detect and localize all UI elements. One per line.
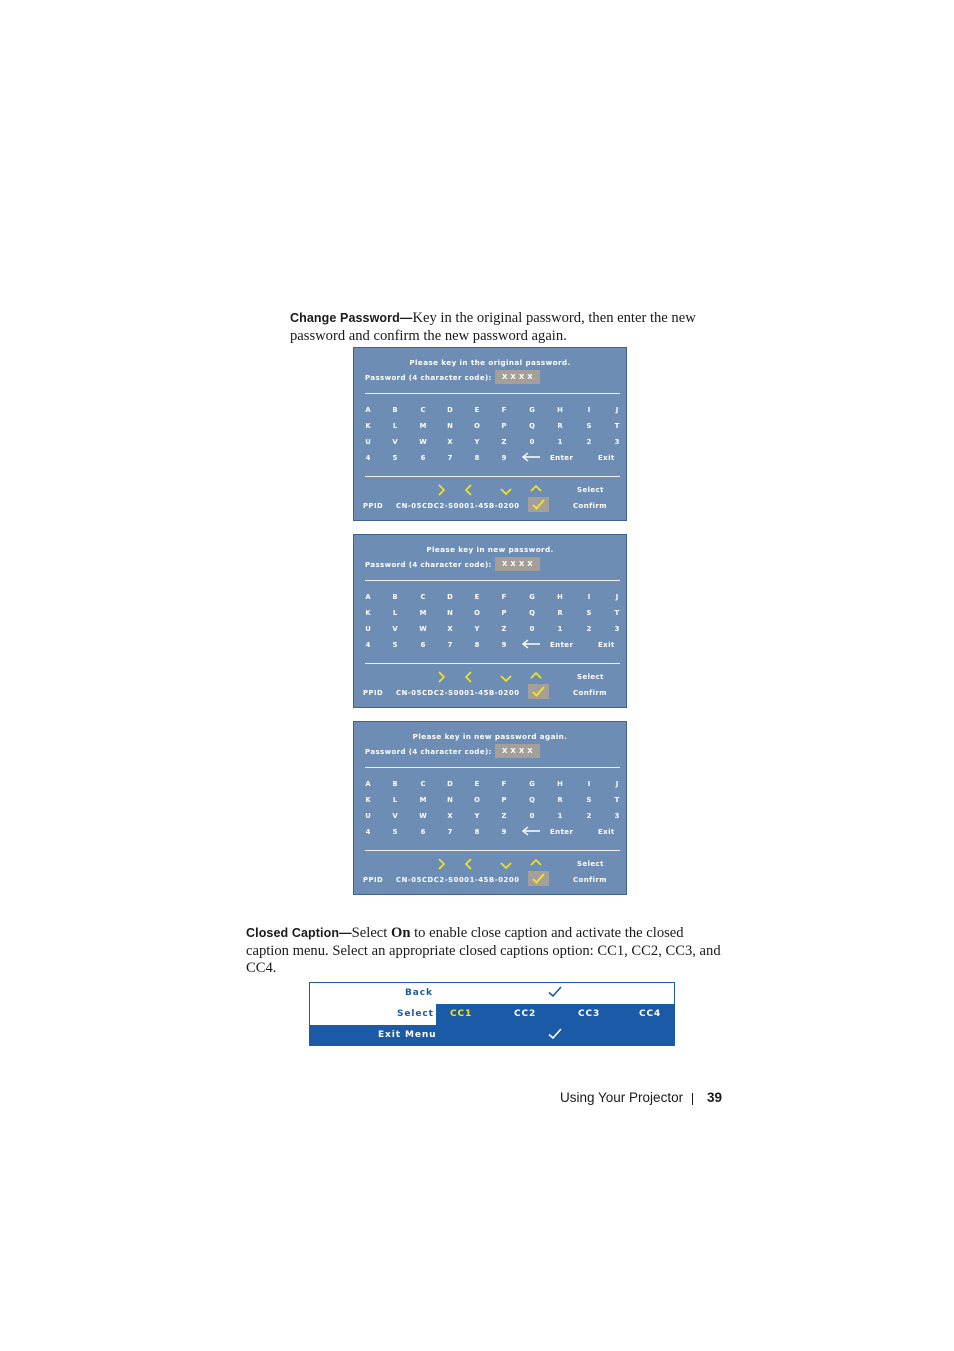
keypad-key[interactable]: P (501, 609, 507, 617)
confirm-label: Confirm (573, 689, 607, 697)
cc-option-cc2[interactable]: CC2 (514, 1009, 537, 1019)
keypad-key[interactable]: 8 (474, 641, 480, 649)
keypad-key[interactable]: F (501, 593, 507, 601)
enter-arrow-icon (521, 826, 541, 838)
keypad-key[interactable]: I (587, 780, 591, 788)
keypad-key[interactable]: W (419, 812, 427, 820)
arrow-up-icon (530, 483, 542, 495)
closed-caption-text-a: Select (351, 925, 391, 941)
keypad-key[interactable]: Z (501, 438, 507, 446)
closed-caption-heading: Closed Caption— (246, 926, 352, 940)
closed-caption-text-line3: CC4. (246, 960, 277, 976)
keypad-key[interactable]: G (529, 593, 535, 601)
keypad-key[interactable]: Q (529, 796, 535, 804)
keypad-key[interactable]: R (557, 796, 563, 804)
closed-caption-on-keyword: On (390, 925, 411, 941)
keypad-key[interactable]: 2 (586, 625, 592, 633)
closed-caption-text-line2: caption menu. Select an appropriate closed captions option: CC1, CC2, CC3, and (246, 942, 721, 959)
keypad-key[interactable]: R (557, 609, 563, 617)
arrow-up-icon (530, 857, 542, 869)
keypad-key[interactable]: 5 (392, 454, 398, 462)
arrow-left-icon (463, 671, 475, 683)
keypad-key[interactable]: 2 (586, 812, 592, 820)
confirm-label: Confirm (573, 502, 607, 510)
keypad-key[interactable]: U (365, 438, 371, 446)
check-icon[interactable] (532, 499, 545, 512)
keypad-key[interactable]: 7 (447, 828, 453, 836)
ppid-value: CN-05CDC2-S0001-45B-0200 (396, 876, 520, 884)
exit-key[interactable]: Exit (598, 641, 615, 649)
keypad-key[interactable]: C (420, 593, 426, 601)
keypad-key[interactable]: M (419, 422, 427, 430)
keypad-key[interactable]: L (392, 422, 398, 430)
keypad-key[interactable]: 9 (501, 641, 507, 649)
keypad-key[interactable]: 9 (501, 454, 507, 462)
keypad-key[interactable]: T (614, 422, 620, 430)
keypad-key[interactable]: J (615, 780, 619, 788)
keypad-key[interactable]: S (586, 609, 592, 617)
enter-key[interactable]: Enter (550, 828, 574, 836)
keypad-key[interactable]: 6 (420, 828, 426, 836)
keypad-key[interactable]: A (365, 780, 371, 788)
check-icon[interactable] (548, 986, 562, 1001)
check-icon[interactable] (532, 686, 545, 699)
confirm-button[interactable] (528, 871, 549, 886)
keypad-key[interactable]: V (392, 812, 398, 820)
arrow-right-icon (435, 671, 447, 683)
divider (365, 663, 620, 664)
cc-back-row[interactable] (310, 983, 674, 1004)
keypad-key[interactable]: G (529, 406, 535, 414)
keypad-key[interactable]: H (557, 406, 563, 414)
keypad-key[interactable]: 8 (474, 828, 480, 836)
keypad-key[interactable]: 6 (420, 641, 426, 649)
keypad-key[interactable]: 3 (614, 438, 620, 446)
ppid-value: CN-05CDC2-S0001-45B-0200 (396, 502, 520, 510)
keypad-key[interactable]: C (420, 780, 426, 788)
keypad-key[interactable]: 6 (420, 454, 426, 462)
keypad-key[interactable]: C (420, 406, 426, 414)
footer-section-title: Using Your Projector (560, 1090, 684, 1105)
divider (365, 393, 620, 394)
enter-key[interactable]: Enter (550, 641, 574, 649)
keypad-key[interactable]: S (586, 422, 592, 430)
keypad-key[interactable]: 9 (501, 828, 507, 836)
keypad-key[interactable]: 1 (557, 812, 563, 820)
keypad-key[interactable]: Q (529, 422, 535, 430)
keypad-key[interactable]: 0 (529, 625, 535, 633)
keypad-key[interactable]: N (447, 796, 453, 804)
keypad-key[interactable]: 1 (557, 438, 563, 446)
keypad-key[interactable]: 5 (392, 828, 398, 836)
keypad-key[interactable]: Z (501, 625, 507, 633)
page-number: 39 (707, 1090, 723, 1105)
keypad-key[interactable]: 5 (392, 641, 398, 649)
arrow-left-icon (463, 484, 475, 496)
cc-option-cc4[interactable]: CC4 (639, 1009, 662, 1019)
keypad-key[interactable]: 4 (365, 828, 371, 836)
keypad-key[interactable]: 0 (529, 438, 535, 446)
keypad-key[interactable]: 8 (474, 454, 480, 462)
keypad-key[interactable]: B (392, 593, 398, 601)
select-label: Select (577, 860, 604, 868)
keypad-key[interactable]: T (614, 796, 620, 804)
keypad-key[interactable]: V (392, 625, 398, 633)
change-password-heading: Change Password— (290, 311, 413, 325)
keypad-key[interactable]: A (365, 406, 371, 414)
keypad-key[interactable]: F (501, 780, 507, 788)
keypad-key[interactable]: I (587, 406, 591, 414)
password-field[interactable]: X X X X (495, 370, 540, 384)
arrow-up-icon (530, 670, 542, 682)
keypad-key[interactable]: S (586, 796, 592, 804)
divider (365, 767, 620, 768)
osd-heading: Please key in new password. (426, 545, 554, 554)
keypad-key[interactable]: X (447, 812, 453, 820)
keypad-key[interactable]: D (447, 406, 453, 414)
footer-divider (692, 1093, 693, 1105)
keypad-key[interactable]: X (447, 625, 453, 633)
password-field[interactable]: X X X X (495, 744, 540, 758)
keypad-key[interactable]: 3 (614, 812, 620, 820)
keypad-key[interactable]: N (447, 609, 453, 617)
keypad-key[interactable]: Z (501, 812, 507, 820)
keypad-key[interactable]: B (392, 780, 398, 788)
keypad-key[interactable]: 7 (447, 454, 453, 462)
keypad-key[interactable]: 1 (557, 625, 563, 633)
arrow-down-icon (500, 859, 512, 871)
exit-key[interactable]: Exit (598, 454, 615, 462)
keypad-key[interactable]: W (419, 438, 427, 446)
keypad-key[interactable]: V (392, 438, 398, 446)
keypad-key[interactable]: M (419, 609, 427, 617)
ppid-label: PPID (363, 502, 384, 510)
keypad-key[interactable]: Y (474, 625, 480, 633)
password-field-label: Password (4 character code): (365, 748, 492, 756)
select-label: Select (577, 486, 604, 494)
keypad-key[interactable]: 4 (365, 454, 371, 462)
arrow-left-icon (463, 858, 475, 870)
keypad-key[interactable]: A (365, 593, 371, 601)
keypad-key[interactable]: J (615, 406, 619, 414)
change-password-text-line1: Key in the original password, then enter the new (412, 310, 696, 326)
keypad-key[interactable]: E (474, 780, 480, 788)
divider (365, 476, 620, 477)
keypad-key[interactable]: L (392, 609, 398, 617)
keypad-key[interactable]: N (447, 422, 453, 430)
confirm-button[interactable] (528, 684, 549, 699)
password-osd-panel (353, 347, 627, 521)
keypad-key[interactable]: E (474, 406, 480, 414)
osd-heading: Please key in new password again. (412, 732, 568, 741)
divider (365, 850, 620, 851)
keypad-key[interactable]: 7 (447, 641, 453, 649)
keypad-key[interactable]: R (557, 422, 563, 430)
change-password-text-line2: password and confirm the new password again. (290, 327, 567, 344)
keypad-key[interactable]: U (365, 625, 371, 633)
ppid-value: CN-05CDC2-S0001-45B-0200 (396, 689, 520, 697)
check-icon[interactable] (548, 1028, 562, 1043)
keypad-key[interactable]: D (447, 780, 453, 788)
arrow-down-icon (500, 485, 512, 497)
keypad-key[interactable]: B (392, 406, 398, 414)
keypad-key[interactable]: U (365, 812, 371, 820)
enter-arrow-icon (521, 639, 541, 651)
osd-heading: Please key in the original password. (409, 358, 571, 367)
keypad-key[interactable]: Y (474, 812, 480, 820)
keypad-key[interactable]: Y (474, 438, 480, 446)
keypad-key[interactable]: Q (529, 609, 535, 617)
password-field-label: Password (4 character code): (365, 561, 492, 569)
cc-option-cc3[interactable]: CC3 (578, 1009, 601, 1019)
keypad-key[interactable]: K (365, 422, 371, 430)
password-field[interactable]: X X X X (495, 557, 540, 571)
keypad-key[interactable]: K (365, 796, 371, 804)
enter-key[interactable]: Enter (550, 454, 574, 462)
divider (365, 580, 620, 581)
password-osd-panel (353, 721, 627, 895)
closed-caption-paragraph (246, 925, 721, 978)
keypad-key[interactable]: H (557, 593, 563, 601)
closed-caption-menu (309, 982, 675, 1046)
password-field-label: Password (4 character code): (365, 374, 492, 382)
ppid-label: PPID (363, 876, 384, 884)
keypad-key[interactable]: D (447, 593, 453, 601)
confirm-button[interactable] (528, 497, 549, 512)
keypad-key[interactable]: G (529, 780, 535, 788)
keypad-key[interactable]: O (474, 422, 480, 430)
keypad-key[interactable]: J (615, 593, 619, 601)
arrow-right-icon (435, 858, 447, 870)
keypad-key[interactable]: 3 (614, 625, 620, 633)
cc-select-row (310, 1004, 674, 1025)
enter-arrow-icon (521, 452, 541, 464)
keypad-key[interactable]: P (501, 796, 507, 804)
keypad-key[interactable]: K (365, 609, 371, 617)
keypad-key[interactable]: P (501, 422, 507, 430)
cc-option-cc1[interactable]: CC1 (450, 1009, 473, 1019)
cc-select-label: Select (397, 1009, 434, 1019)
select-label: Select (577, 673, 604, 681)
keypad-key[interactable]: L (392, 796, 398, 804)
keypad-key[interactable]: F (501, 406, 507, 414)
keypad-key[interactable]: 2 (586, 438, 592, 446)
ppid-label: PPID (363, 689, 384, 697)
keypad-key[interactable]: 4 (365, 641, 371, 649)
keypad-key[interactable]: I (587, 593, 591, 601)
keypad-key[interactable]: M (419, 796, 427, 804)
keypad-key[interactable]: T (614, 609, 620, 617)
keypad-key[interactable]: O (474, 609, 480, 617)
keypad-key[interactable]: X (447, 438, 453, 446)
keypad-key[interactable]: W (419, 625, 427, 633)
keypad-key[interactable]: 0 (529, 812, 535, 820)
confirm-label: Confirm (573, 876, 607, 884)
password-osd-panel (353, 534, 627, 708)
keypad-key[interactable]: O (474, 796, 480, 804)
cc-back-label[interactable]: Back (405, 988, 433, 998)
change-password-paragraph (290, 310, 696, 345)
cc-exit-row[interactable] (310, 1025, 674, 1045)
check-icon[interactable] (532, 873, 545, 886)
closed-caption-text-b: to enable close caption and activate the closed (410, 925, 684, 941)
keypad-key[interactable]: H (557, 780, 563, 788)
keypad-key[interactable]: E (474, 593, 480, 601)
cc-exit-label[interactable]: Exit Menu (378, 1030, 437, 1040)
arrow-right-icon (435, 484, 447, 496)
exit-key[interactable]: Exit (598, 828, 615, 836)
arrow-down-icon (500, 672, 512, 684)
